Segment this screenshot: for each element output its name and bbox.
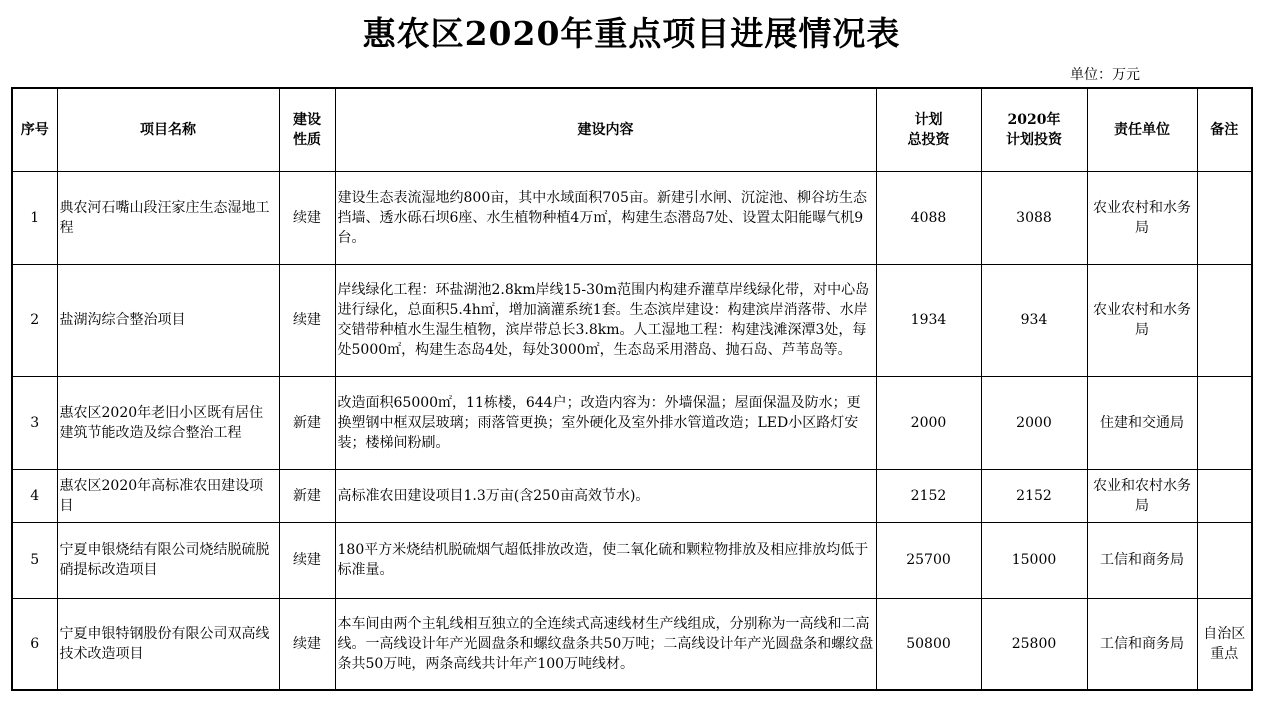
table-row [12,469,1252,522]
header-nature-line1: 建设 [293,111,321,128]
cell-unit: 农业和农村水务局 [1087,469,1197,522]
cell-unit: 工信和商务局 [1087,522,1197,598]
cell-name: 典农河石嘴山段汪家庄生态湿地工程 [57,171,279,264]
header-total [876,88,981,171]
header-plan-line2: 计划投资 [1006,131,1062,148]
cell-total: 50800 [876,598,981,690]
header-total-line1: 计划 [914,111,943,128]
header-index: 序号 [12,88,57,171]
table-row [12,522,1252,598]
header-plan-line1: 2020年 [1007,111,1061,128]
unit-label: 单位：万元 [1070,67,1140,83]
cell-total: 25700 [876,522,981,598]
cell-note [1197,171,1252,264]
cell-name: 惠农区2020年高标准农田建设项目 [57,469,279,522]
header-name: 项目名称 [57,88,279,171]
cell-note [1197,469,1252,522]
cell-content: 岸线绿化工程：环盐湖池2.8km岸线15-30m范围内构建乔灌草岸线绿化带，对中心岛进行绿化，总面积5.4h㎡，增加滴灌系统1套。生态滨岸建设：构建滨岸消落带、水岸交错带种植水生湿生植物，滨岸带总长3.8km。人工湿地工程：构建浅滩深潭3处，每处5000㎡，构建生态岛4处，每处3000㎡，生态岛采用潜岛、抛石岛、芦苇岛等。 [335,264,876,376]
header-unit: 责任单位 [1087,88,1197,171]
cell-nature: 新建 [279,469,335,522]
cell-note [1197,264,1252,376]
cell-name: 宁夏申银烧结有限公司烧结脱硫脱硝提标改造项目 [57,522,279,598]
cell-index: 2 [12,264,57,376]
header-plan [981,88,1087,171]
cell-name: 惠农区2020年老旧小区既有居住建筑节能改造及综合整治工程 [57,376,279,469]
cell-unit: 住建和交通局 [1087,376,1197,469]
cell-plan: 2000 [981,376,1087,469]
cell-index: 5 [12,522,57,598]
header-total-line2: 总投资 [907,131,950,148]
page-title: 惠农区2020年重点项目进展情况表 [362,14,901,53]
cell-nature: 续建 [279,522,335,598]
cell-nature: 续建 [279,264,335,376]
cell-content: 180平方米烧结机脱硫烟气超低排放改造，使二氧化硫和颗粒物排放及相应排放均低于标准量。 [335,522,876,598]
cell-plan: 15000 [981,522,1087,598]
cell-total: 4088 [876,171,981,264]
cell-index: 6 [12,598,57,690]
cell-content: 建设生态表流湿地约800亩，其中水域面积705亩。新建引水闸、沉淀池、柳谷坊生态挡墙、透水砾石坝6座、水生植物种植4万㎡，构建生态潜岛7处、设置太阳能曝气机9台。 [335,171,876,264]
header-nature [279,88,335,171]
table-row [12,171,1252,264]
cell-plan: 2152 [981,469,1087,522]
header-content: 建设内容 [335,88,876,171]
cell-name: 宁夏申银特钢股份有限公司双高线技术改造项目 [57,598,279,690]
cell-unit: 农业农村和水务局 [1087,264,1197,376]
header-nature-line2: 性质 [293,131,321,148]
cell-index: 4 [12,469,57,522]
cell-plan: 934 [981,264,1087,376]
projects-table [11,87,1253,691]
cell-plan: 25800 [981,598,1087,690]
cell-nature: 续建 [279,171,335,264]
cell-content: 本车间由两个主轧线相互独立的全连续式高速线材生产线组成，分别称为一高线和二高线。一高线设计年产光圆盘条和螺纹盘条共50万吨；二高线设计年产光圆盘条和螺纹盘条共50万吨，两条高线共计年产100万吨线材。 [335,598,876,690]
table-row [12,598,1252,690]
cell-nature: 续建 [279,598,335,690]
header-note: 备注 [1197,88,1252,171]
cell-total: 2000 [876,376,981,469]
table-row [12,376,1252,469]
cell-index: 3 [12,376,57,469]
cell-note [1197,522,1252,598]
cell-index: 1 [12,171,57,264]
cell-total: 2152 [876,469,981,522]
header-row [12,88,1252,171]
cell-content: 改造面积65000㎡，11栋楼，644户；改造内容为：外墙保温；屋面保温及防水；更换塑钢中框双层玻璃；雨落管更换；室外硬化及室外排水管道改造；LED小区路灯安装；楼梯间粉刷。 [335,376,876,469]
cell-name: 盐湖沟综合整治项目 [57,264,279,376]
cell-nature: 新建 [279,376,335,469]
cell-unit: 工信和商务局 [1087,598,1197,690]
cell-note [1197,376,1252,469]
cell-content: 高标准农田建设项目1.3万亩(含250亩高效节水)。 [335,469,876,522]
cell-total: 1934 [876,264,981,376]
cell-unit: 农业农村和水务局 [1087,171,1197,264]
cell-note: 自治区重点 [1197,598,1252,690]
table-row [12,264,1252,376]
cell-plan: 3088 [981,171,1087,264]
